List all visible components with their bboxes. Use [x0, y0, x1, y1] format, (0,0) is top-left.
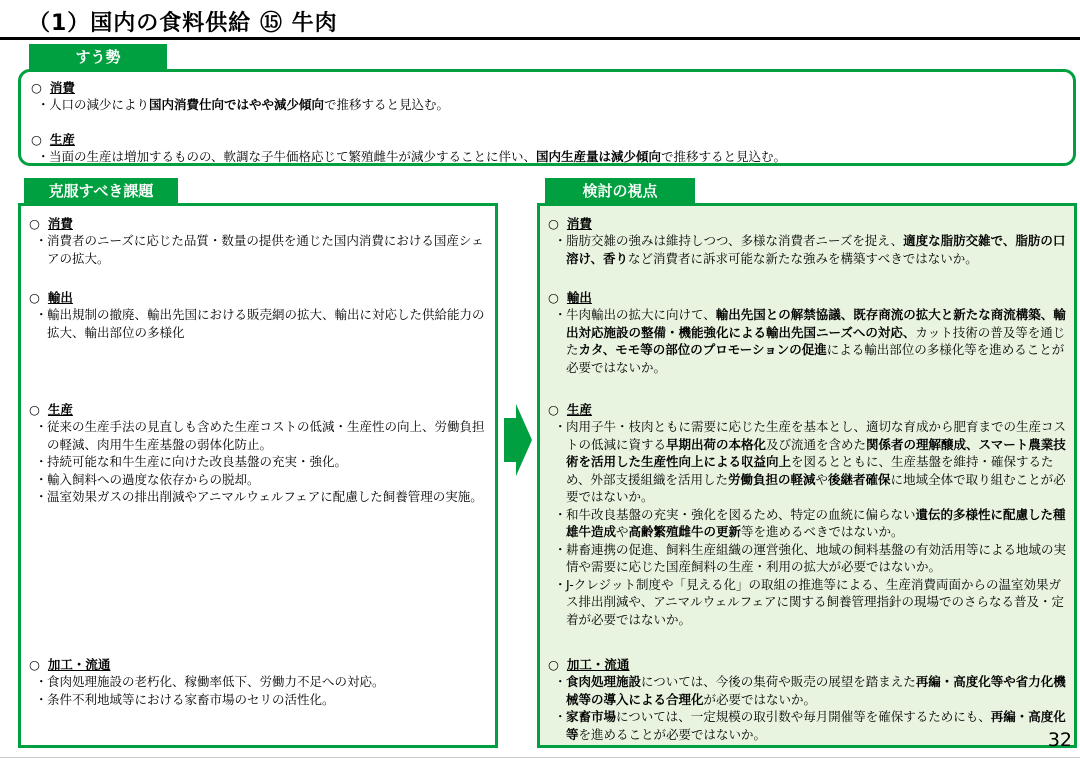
item-text: 輸出規制の撤廃、輸出先国における販売網の拡大、輸出に対応した供給能力の拡大、輸出部位の多様化: [47, 307, 485, 340]
section-heading: ○ 加工・流通: [29, 657, 111, 672]
item-text: 牛肉輸出の拡大に向けて、: [566, 307, 716, 322]
list-item: [29, 673, 487, 691]
bullet-marker: ・: [554, 307, 567, 322]
item-text: で推移すると見込む。: [661, 149, 787, 164]
issue-section-processing: [29, 655, 487, 708]
bullet-marker: ・: [35, 691, 48, 707]
item-text: J-クレジット制度や「見える化」の取組の推進等による、生産消費両面からの温室効果ガス排出削減や、アニマルウェルフェアに関する飼養管理指針の現場でのさらなる普及・定着が必要ではないか。: [566, 576, 1065, 627]
list-item: [548, 576, 1066, 629]
list-item: [548, 708, 1066, 743]
page-title: （1）国内の食料供給 ⑮ 牛肉: [28, 11, 338, 36]
list-item: [548, 541, 1066, 576]
trend-consumption-item: [31, 96, 1079, 114]
bullet-marker: ・: [554, 576, 567, 592]
circle-marker: ○: [31, 132, 42, 147]
bullet-marker: ・: [35, 454, 48, 469]
title-rule: [0, 37, 1080, 40]
viewpoints-box: [537, 203, 1077, 748]
emphasis-text: 再編・高度化等: [566, 709, 1066, 742]
viewpoint-section-consumption: [548, 214, 1066, 267]
list-item: [29, 488, 487, 506]
bullet-marker: ・: [35, 489, 48, 504]
trend-production-heading: ○ 生産: [31, 132, 75, 147]
emphasis-text: 国内消費仕向ではやや減少傾向: [149, 97, 325, 112]
item-text: 温室効果ガスの排出削減やアニマルウェルフェアに配慮した飼養管理の実施。: [47, 489, 483, 504]
page-number: 32: [1047, 729, 1072, 751]
circle-marker: ○: [29, 402, 40, 417]
item-text: 従来の生産手法の見直しも含めた生産コストの低減・生産性の向上、労働負担の軽減、肉用牛生産基盤の弱体化防止。: [47, 419, 485, 452]
item-text: 条件不利地域等における家畜市場のセリの活性化。: [47, 691, 335, 707]
viewpoint-section-processing: [548, 655, 1066, 743]
bullet-marker: ・: [35, 471, 48, 487]
item-text: や: [815, 471, 829, 487]
bullet-marker: ・: [554, 541, 567, 557]
circle-marker: ○: [548, 402, 559, 417]
item-text: 当面の生産は増加するものの、軟調な子牛価格応じて繁殖雌牛が減少することに伴い、: [49, 149, 537, 164]
trend-production-item: [31, 148, 1079, 166]
bullet-marker: ・: [37, 149, 50, 164]
bullet-marker: ・: [554, 506, 567, 522]
issue-section-production: [29, 400, 487, 506]
section-heading: ○ 消費: [548, 216, 592, 231]
list-item: [29, 691, 487, 709]
emphasis-text: 再編・高度化等や省力化機械等の導入による合理化: [566, 674, 1066, 707]
list-item: [29, 471, 487, 489]
item-text: 及び流通を含めた: [766, 436, 867, 452]
circle-marker: ○: [548, 216, 559, 231]
item-text: 食肉処理施設の老朽化、稼働率低下、労働力不足への対応。: [47, 674, 385, 689]
bullet-marker: ・: [35, 307, 48, 322]
trend-box: [18, 69, 1076, 166]
circle-marker: ○: [31, 80, 42, 95]
viewpoint-section-export: [548, 288, 1066, 376]
item-text: など消費者に訴求可能な新たな強みを構築すべきではないか。: [628, 250, 978, 266]
item-text: カット技術の普及等を通じた: [566, 324, 1066, 357]
item-text: 和牛改良基盤の充実・強化を図るため、特定の血統に偏らない: [566, 506, 916, 522]
bullet-marker: ・: [37, 97, 50, 112]
item-text: を図るとともに、生産基盤を維持・確保するため、外部支援組織を活用した: [566, 454, 1054, 487]
arrow-right-icon: [504, 404, 532, 476]
trend-consumption-heading: ○ 消費: [31, 80, 75, 95]
item-text: 耕畜連携の促進、飼料生産組織の運営強化、地域の飼料基盤の有効活用等による地域の実情や需要に応じた国産飼料の生産・利用の拡大が必要ではないか。: [566, 541, 1067, 574]
item-text: や: [616, 524, 629, 539]
section-heading: ○ 加工・流通: [548, 657, 630, 672]
list-item: [29, 453, 487, 471]
section-heading: ○ 生産: [29, 402, 73, 417]
circle-marker: ○: [548, 657, 559, 672]
issue-section-export: [29, 288, 487, 341]
section-heading: ○ 生産: [548, 402, 592, 417]
list-item: [548, 506, 1066, 541]
item-text: で推移すると見込む。: [324, 97, 450, 112]
bottom-rule: [0, 757, 1080, 758]
circle-marker: ○: [29, 290, 40, 305]
tab-trend: すう勢: [29, 44, 167, 70]
list-item: [29, 418, 487, 453]
section-heading: ○ 消費: [29, 216, 73, 231]
emphasis-text: 食肉処理施設: [566, 674, 642, 689]
list-item: [548, 232, 1066, 267]
emphasis-text: 輸出先国との解禁協議、既存商流の拡大と新たな商流構築、輸出対応施設の整備・機能強化による輸出先国ニーズへの対応、: [566, 307, 1066, 340]
tab-issues: 克服すべき課題: [24, 178, 178, 204]
tab-viewpoints: 検討の視点: [545, 178, 695, 204]
item-text: 輸入飼料への過度な依存からの脱却。: [47, 471, 260, 487]
issues-box: [18, 203, 498, 748]
viewpoint-section-production: [548, 400, 1066, 628]
emphasis-text: 適度な脂肪交雑で、脂肪の口溶け、香り: [566, 233, 1066, 266]
item-text: 肉用子牛・枝肉ともに需要に応じた生産を基本とし、適切な育成から肥育までの生産コストの低減に資する: [566, 419, 1067, 452]
bullet-marker: ・: [554, 709, 567, 724]
item-text: 人口の減少により: [49, 97, 150, 112]
list-item: [29, 232, 487, 267]
item-text: を進めることが必要ではないか。: [578, 726, 767, 742]
circle-marker: ○: [29, 657, 40, 672]
circle-marker: ○: [29, 216, 40, 231]
list-item: [548, 306, 1066, 376]
emphasis-text: 関係者の理解醸成、スマート農業技術を活用した生産性向上による収益向上: [566, 436, 1066, 469]
bullet-marker: ・: [35, 419, 48, 434]
bullet-marker: ・: [35, 233, 48, 248]
item-text: 等を進めるべきではないか。: [741, 524, 904, 539]
emphasis-text: 高齢繁殖雌牛の更新: [628, 524, 742, 539]
item-text: 脂肪交雑の強みは維持しつつ、多様な消費者ニーズを捉え、: [566, 233, 904, 248]
item-text: 持続可能な和牛生産に向けた改良基盤の充実・強化。: [47, 454, 348, 469]
circle-marker: ○: [548, 290, 559, 305]
item-text: による輸出部位の多様化等を進めることが必要ではないか。: [566, 342, 1065, 375]
bullet-marker: ・: [35, 674, 48, 689]
emphasis-text: カタ、モモ等の部位のプロモーションの促進: [578, 342, 827, 357]
list-item: [548, 418, 1066, 506]
bullet-marker: ・: [554, 233, 567, 248]
emphasis-text: 国内生産量は減少傾向: [536, 149, 662, 164]
list-item: [29, 306, 487, 341]
emphasis-text: 労働負担の軽減: [728, 471, 816, 487]
item-text: が必要ではないか。: [703, 691, 817, 707]
list-item: [548, 673, 1066, 708]
section-heading: ○ 輸出: [548, 290, 592, 305]
emphasis-text: 家畜市場: [566, 709, 617, 724]
emphasis-text: 後継者確保: [828, 471, 891, 487]
item-text: については、一定規模の取引数や毎月開催等を確保するためにも、: [616, 709, 991, 724]
bullet-marker: ・: [554, 674, 567, 689]
item-text: 消費者のニーズに応じた品質・数量の提供を通じた国内消費における国産シェアの拡大。: [47, 233, 484, 266]
item-text: については、今後の集荷や販売の展望を踏まえた: [641, 674, 916, 689]
issue-section-consumption: [29, 214, 487, 267]
bullet-marker: ・: [554, 419, 567, 434]
emphasis-text: 遺伝的多様性に配慮した種雄牛造成: [566, 506, 1066, 539]
section-heading: ○ 輸出: [29, 290, 73, 305]
emphasis-text: 早期出荷の本格化: [666, 436, 767, 452]
item-text: に地域全体で取り組むことが必要ではないか。: [566, 471, 1066, 504]
